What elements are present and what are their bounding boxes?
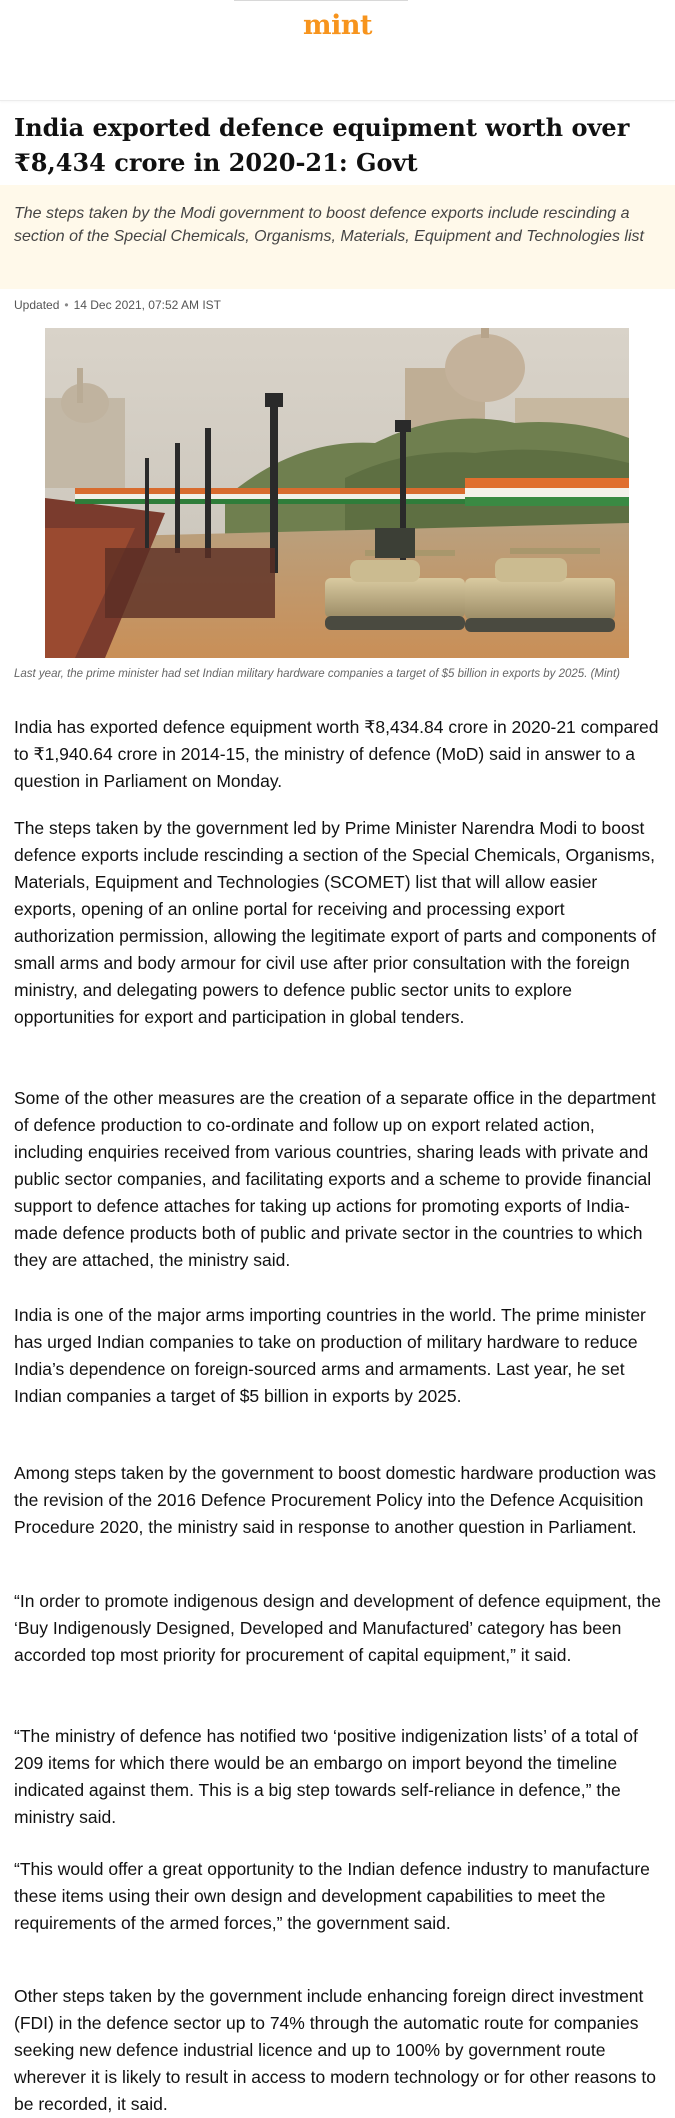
article-paragraph: India has exported defence equipment worth ₹8,434.84 crore in 2020-21 compared to ₹1,940.64 crore in 2014-15, the ministry of defence (MoD) said in answer to a question in Parliament on Monday.	[14, 717, 659, 791]
updated-time: 14 Dec 2021, 07:52 AM IST	[73, 298, 221, 312]
mint-logo[interactable]: mint	[303, 10, 372, 41]
article-paragraph: “The ministry of defence has notified two ‘positive indigenization lists’ of a total of 209 items for which there would be an embargo on import beyond the timeline indicated against them. This is a big step towards self-reliance in defence,” the ministry said.	[14, 1726, 638, 1827]
article-image	[45, 328, 629, 658]
article-summary: The steps taken by the Modi government to boost defence exports include rescinding a section of the Special Chemicals, Organisms, Materials, Equipment and Technologies list	[14, 205, 644, 245]
article-paragraph: Some of the other measures are the creation of a separate office in the department of defence production to co-ordinate and follow up on export related action, including enquiries received from various countries, sharing leads with private and public sector companies, and facilitating exports and a scheme to provide financial support to defence attaches for taking up actions for promoting exports of India-made defence products both of public and private sector in the countries to which they are attached, the ministry said.	[14, 1088, 656, 1270]
article-summary-box	[0, 185, 675, 289]
header-divider	[234, 0, 408, 1]
site-header	[0, 0, 675, 101]
separator-dot: •	[64, 298, 69, 312]
article-paragraph: Among steps taken by the government to boost domestic hardware production was the revision of the 2016 Defence Procurement Policy into the Defence Acquisition Procedure 2020, the ministry said in response to another question in Parliament.	[14, 1463, 657, 1537]
article-paragraph: “This would offer a great opportunity to the Indian defence industry to manufacture these items using their own design and development capabilities to meet the requirements of the armed forces,” the government said.	[14, 1859, 650, 1933]
article-paragraph: India is one of the major arms importing countries in the world. The prime minister has urged Indian companies to take on production of military hardware to reduce India’s dependence on foreign-sourced arms and armaments. Last year, he set Indian companies a target of $5 billion in exports by 2025.	[14, 1305, 646, 1406]
image-caption: Last year, the prime minister had set Indian military hardware companies a target of $5 billion in exports by 2025. (Mint)	[14, 668, 620, 680]
article-paragraph: The steps taken by the government led by Prime Minister Narendra Modi to boost defence exports include rescinding a section of the Special Chemicals, Organisms, Materials, Equipment and Technologies (SCOMET) list that will allow easier exports, opening of an online portal for receiving and processing export authorization permission, allowing the legitimate export of parts and components of small arms and body armour for civil use after prior consultation with the foreign ministry, and delegating powers to defence public sector units to explore opportunities for export and participation in global tenders.	[14, 818, 657, 1027]
parade-photo	[45, 328, 629, 658]
updated-label: Updated	[14, 298, 60, 312]
article-title: India exported defence equipment worth over ₹8,434 crore in 2020-21: Govt	[14, 113, 630, 177]
article-dateline	[14, 298, 221, 312]
article-paragraph: Other steps taken by the government include enhancing foreign direct investment (FDI) in the defence sector up to 74% through the automatic route for companies seeking new defence industrial licence and up to 100% by government route wherever it is likely to result in access to modern technology or for other reasons to be recorded, it said.	[14, 1986, 656, 2114]
article-paragraph: “In order to promote indigenous design and development of defence equipment, the ‘Buy Indigenously Designed, Developed and Manufactured’ category has been accorded top most priority for procurement of capital equipment,” it said.	[14, 1591, 661, 1665]
